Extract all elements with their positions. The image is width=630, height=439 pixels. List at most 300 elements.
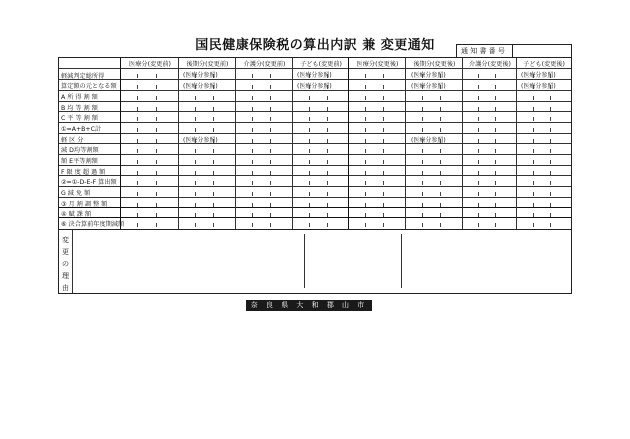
digit-separator-mark <box>365 149 366 153</box>
digit-separator-mark <box>327 117 328 121</box>
digit-separator-mark <box>365 181 366 185</box>
digit-separator-mark <box>195 192 196 196</box>
table-rule <box>59 111 571 112</box>
table-rule <box>59 143 571 144</box>
digit-separator-mark <box>327 139 328 143</box>
digit-separator-mark <box>495 203 496 207</box>
digit-separator-mark <box>365 128 366 132</box>
digit-separator-mark <box>252 85 253 89</box>
digit-separator-mark <box>309 128 310 132</box>
digit-separator-mark <box>383 160 384 164</box>
digit-separator-mark <box>156 107 157 111</box>
reference-note: (医療分参照) <box>297 83 332 90</box>
digit-separator-mark <box>533 96 534 100</box>
digit-separator-mark <box>270 171 271 175</box>
digit-separator-mark <box>195 203 196 207</box>
digit-separator-mark <box>309 171 310 175</box>
digit-separator-mark <box>495 96 496 100</box>
digit-separator-mark <box>327 171 328 175</box>
row-label: 算定額の元となる額 <box>61 83 117 90</box>
digit-separator-mark <box>327 160 328 164</box>
digit-separator-mark <box>137 213 138 217</box>
digit-separator-mark <box>440 107 441 111</box>
digit-separator-mark <box>195 117 196 121</box>
digit-separator-mark <box>383 74 384 78</box>
digit-separator-mark <box>533 171 534 175</box>
digit-separator-mark <box>365 171 366 175</box>
digit-separator-mark <box>327 128 328 132</box>
col-header-care-after: 介護分(変更後) <box>469 61 511 68</box>
digit-separator-mark <box>495 139 496 143</box>
digit-separator-mark <box>270 128 271 132</box>
digit-separator-mark <box>533 203 534 207</box>
digit-separator-mark <box>270 139 271 143</box>
digit-separator-mark <box>383 139 384 143</box>
digit-separator-mark <box>156 96 157 100</box>
row-label: 減 D均等割額 <box>61 147 99 154</box>
digit-separator-mark <box>478 203 479 207</box>
digit-separator-mark <box>550 203 551 207</box>
digit-separator-mark <box>252 149 253 153</box>
digit-separator-mark <box>156 139 157 143</box>
table-col-rule <box>516 58 517 229</box>
digit-separator-mark <box>213 203 214 207</box>
table-rule <box>59 217 571 218</box>
digit-separator-mark <box>533 192 534 196</box>
digit-separator-mark <box>383 96 384 100</box>
change-reason-section <box>58 230 572 294</box>
digit-separator-mark <box>213 74 214 78</box>
digit-separator-mark <box>195 96 196 100</box>
digit-separator-mark <box>383 149 384 153</box>
digit-separator-mark <box>213 223 214 227</box>
digit-separator-mark <box>440 117 441 121</box>
digit-separator-mark <box>365 160 366 164</box>
digit-separator-mark <box>422 213 423 217</box>
digit-separator-mark <box>440 160 441 164</box>
document-title: 国民健康保険税の算出内訳 兼 変更通知 <box>195 38 435 53</box>
col-header-child-after: 子ども(変更後) <box>523 61 565 68</box>
digit-separator-mark <box>440 74 441 78</box>
digit-separator-mark <box>252 160 253 164</box>
digit-separator-mark <box>440 192 441 196</box>
digit-separator-mark <box>137 139 138 143</box>
digit-separator-mark <box>270 223 271 227</box>
digit-separator-mark <box>383 181 384 185</box>
digit-separator-mark <box>137 96 138 100</box>
digit-separator-mark <box>309 181 310 185</box>
digit-separator-mark <box>478 117 479 121</box>
digit-separator-mark <box>550 107 551 111</box>
digit-separator-mark <box>550 192 551 196</box>
digit-separator-mark <box>495 192 496 196</box>
digit-separator-mark <box>383 223 384 227</box>
digit-separator-mark <box>327 213 328 217</box>
digit-separator-mark <box>309 107 310 111</box>
digit-separator-mark <box>478 107 479 111</box>
digit-separator-mark <box>478 96 479 100</box>
digit-separator-mark <box>213 192 214 196</box>
digit-separator-mark <box>252 139 253 143</box>
digit-separator-mark <box>156 213 157 217</box>
digit-separator-mark <box>440 139 441 143</box>
digit-separator-mark <box>137 223 138 227</box>
reference-note: (医療分参照) <box>297 72 332 79</box>
digit-separator-mark <box>440 181 441 185</box>
digit-separator-mark <box>195 74 196 78</box>
row-label: 額 E平等割額 <box>61 158 98 165</box>
digit-separator-mark <box>533 74 534 78</box>
digit-separator-mark <box>252 192 253 196</box>
digit-separator-mark <box>422 96 423 100</box>
digit-separator-mark <box>550 149 551 153</box>
reference-note: (医療分参照) <box>411 137 446 144</box>
digit-separator-mark <box>270 117 271 121</box>
digit-separator-mark <box>137 160 138 164</box>
digit-separator-mark <box>365 74 366 78</box>
digit-separator-mark <box>422 203 423 207</box>
digit-separator-mark <box>213 171 214 175</box>
row-label: F 限 度 超 過 額 <box>61 169 106 176</box>
reference-note: (医療分参照) <box>183 83 218 90</box>
digit-separator-mark <box>327 149 328 153</box>
digit-separator-mark <box>478 181 479 185</box>
col-header-medical-before: 医療分(変更前) <box>129 61 171 68</box>
digit-separator-mark <box>309 223 310 227</box>
digit-separator-mark <box>440 149 441 153</box>
digit-separator-mark <box>213 139 214 143</box>
col-header-elderly-before: 後期分(変更前) <box>186 61 229 68</box>
digit-separator-mark <box>270 203 271 207</box>
digit-separator-mark <box>550 223 551 227</box>
digit-separator-mark <box>440 128 441 132</box>
digit-separator-mark <box>195 213 196 217</box>
digit-separator-mark <box>309 149 310 153</box>
change-reason-box <box>304 234 402 288</box>
table-rule <box>59 197 571 198</box>
digit-separator-mark <box>327 96 328 100</box>
digit-separator-mark <box>383 128 384 132</box>
table-rule <box>59 154 571 155</box>
tax-breakdown-table <box>58 57 572 230</box>
digit-separator-mark <box>327 203 328 207</box>
digit-separator-mark <box>422 117 423 121</box>
digit-separator-mark <box>156 192 157 196</box>
digit-separator-mark <box>137 192 138 196</box>
digit-separator-mark <box>383 107 384 111</box>
digit-separator-mark <box>327 181 328 185</box>
digit-separator-mark <box>156 85 157 89</box>
digit-separator-mark <box>309 85 310 89</box>
digit-separator-mark <box>440 85 441 89</box>
row-label: ④ 賦 課 額 <box>61 211 92 218</box>
col-header-care-before: 介護分(変更前) <box>243 61 286 68</box>
row-label: C 平 等 割 額 <box>61 115 98 122</box>
digit-separator-mark <box>478 74 479 78</box>
digit-separator-mark <box>383 171 384 175</box>
digit-separator-mark <box>270 107 271 111</box>
digit-separator-mark <box>422 74 423 78</box>
table-rule <box>59 175 571 176</box>
digit-separator-mark <box>422 192 423 196</box>
row-label: ③ 月 割 調 整 額 <box>61 201 108 208</box>
table-col-rule <box>292 58 293 229</box>
row-label: A 所 得 割 額 <box>61 94 98 101</box>
digit-separator-mark <box>270 160 271 164</box>
digit-separator-mark <box>478 139 479 143</box>
digit-separator-mark <box>156 74 157 78</box>
reference-note: (医療分参照) <box>521 83 556 90</box>
digit-separator-mark <box>533 149 534 153</box>
digit-separator-mark <box>137 107 138 111</box>
digit-separator-mark <box>309 139 310 143</box>
digit-separator-mark <box>478 213 479 217</box>
notice-number-box <box>456 44 572 58</box>
digit-separator-mark <box>495 213 496 217</box>
table-col-rule <box>462 58 463 229</box>
digit-separator-mark <box>309 117 310 121</box>
reference-note: (医療分参照) <box>411 83 446 90</box>
digit-separator-mark <box>550 171 551 175</box>
digit-separator-mark <box>365 139 366 143</box>
digit-separator-mark <box>422 149 423 153</box>
digit-separator-mark <box>195 85 196 89</box>
table-rule <box>59 68 571 69</box>
table-rule <box>59 186 571 187</box>
digit-separator-mark <box>440 223 441 227</box>
digit-separator-mark <box>252 213 253 217</box>
digit-separator-mark <box>309 160 310 164</box>
digit-separator-mark <box>383 213 384 217</box>
digit-separator-mark <box>213 85 214 89</box>
row-label: 軽減判定総所得 <box>61 73 105 80</box>
row-label: G 減 免 額 <box>61 190 91 197</box>
digit-separator-mark <box>365 223 366 227</box>
digit-separator-mark <box>137 74 138 78</box>
digit-separator-mark <box>213 149 214 153</box>
reference-note: (医療分参照) <box>411 72 446 79</box>
digit-separator-mark <box>156 160 157 164</box>
digit-separator-mark <box>440 96 441 100</box>
digit-separator-mark <box>478 85 479 89</box>
digit-separator-mark <box>550 181 551 185</box>
digit-separator-mark <box>137 181 138 185</box>
digit-separator-mark <box>550 96 551 100</box>
digit-separator-mark <box>156 128 157 132</box>
digit-separator-mark <box>383 117 384 121</box>
digit-separator-mark <box>195 160 196 164</box>
table-rule <box>59 90 571 91</box>
digit-separator-mark <box>137 85 138 89</box>
digit-separator-mark <box>252 107 253 111</box>
digit-separator-mark <box>533 213 534 217</box>
digit-separator-mark <box>327 223 328 227</box>
digit-separator-mark <box>478 128 479 132</box>
row-label: ⑥ 決合算前年度期減額 <box>61 221 125 228</box>
digit-separator-mark <box>270 181 271 185</box>
digit-separator-mark <box>440 213 441 217</box>
digit-separator-mark <box>478 171 479 175</box>
digit-separator-mark <box>383 192 384 196</box>
digit-separator-mark <box>309 192 310 196</box>
reference-note: (医療分参照) <box>183 72 218 79</box>
digit-separator-mark <box>533 117 534 121</box>
col-header-elderly-after: 後期分(変更後) <box>413 61 456 68</box>
row-label: ②=①-D-E-F 算出額 <box>61 179 117 186</box>
digit-separator-mark <box>327 107 328 111</box>
digit-separator-mark <box>213 213 214 217</box>
digit-separator-mark <box>252 203 253 207</box>
table-rule <box>59 133 571 134</box>
digit-separator-mark <box>252 96 253 100</box>
digit-separator-mark <box>550 160 551 164</box>
digit-separator-mark <box>195 181 196 185</box>
notice-number-field <box>512 45 571 57</box>
digit-separator-mark <box>440 171 441 175</box>
digit-separator-mark <box>533 181 534 185</box>
digit-separator-mark <box>495 149 496 153</box>
table-col-rule <box>348 58 349 229</box>
digit-separator-mark <box>270 74 271 78</box>
digit-separator-mark <box>495 85 496 89</box>
digit-separator-mark <box>550 139 551 143</box>
reference-note: (医療分参照) <box>521 72 556 79</box>
digit-separator-mark <box>365 85 366 89</box>
notice-number-label: 通 知 書 番 号 <box>461 47 505 55</box>
digit-separator-mark <box>440 203 441 207</box>
digit-separator-mark <box>365 213 366 217</box>
digit-separator-mark <box>327 192 328 196</box>
digit-separator-mark <box>550 128 551 132</box>
table-col-rule <box>120 58 121 229</box>
digit-separator-mark <box>327 85 328 89</box>
digit-separator-mark <box>365 192 366 196</box>
digit-separator-mark <box>195 171 196 175</box>
digit-separator-mark <box>137 149 138 153</box>
table-rule <box>59 79 571 80</box>
col-header-child-before: 子ども(変更前) <box>300 61 342 68</box>
digit-separator-mark <box>495 171 496 175</box>
digit-separator-mark <box>533 128 534 132</box>
digit-separator-mark <box>309 203 310 207</box>
digit-separator-mark <box>478 149 479 153</box>
digit-separator-mark <box>213 96 214 100</box>
digit-separator-mark <box>550 85 551 89</box>
digit-separator-mark <box>309 96 310 100</box>
table-col-rule <box>405 58 406 229</box>
row-label: 軽 区 分 <box>61 137 84 144</box>
digit-separator-mark <box>495 181 496 185</box>
digit-separator-mark <box>422 160 423 164</box>
digit-separator-mark <box>213 107 214 111</box>
digit-separator-mark <box>270 192 271 196</box>
digit-separator-mark <box>137 171 138 175</box>
digit-separator-mark <box>195 139 196 143</box>
digit-separator-mark <box>252 74 253 78</box>
digit-separator-mark <box>422 139 423 143</box>
digit-separator-mark <box>495 160 496 164</box>
digit-separator-mark <box>422 223 423 227</box>
digit-separator-mark <box>195 149 196 153</box>
table-rule <box>59 207 571 208</box>
digit-separator-mark <box>383 203 384 207</box>
row-label: B 均 等 割 額 <box>61 105 98 112</box>
digit-separator-mark <box>478 160 479 164</box>
digit-separator-mark <box>365 96 366 100</box>
digit-separator-mark <box>252 181 253 185</box>
digit-separator-mark <box>156 203 157 207</box>
digit-separator-mark <box>195 128 196 132</box>
digit-separator-mark <box>270 96 271 100</box>
digit-separator-mark <box>422 107 423 111</box>
digit-separator-mark <box>533 223 534 227</box>
digit-separator-mark <box>252 223 253 227</box>
digit-separator-mark <box>156 181 157 185</box>
digit-separator-mark <box>309 213 310 217</box>
digit-separator-mark <box>495 107 496 111</box>
digit-separator-mark <box>137 203 138 207</box>
digit-separator-mark <box>550 74 551 78</box>
digit-separator-mark <box>156 223 157 227</box>
col-header-medical-after: 医療分(変更後) <box>356 61 399 68</box>
digit-separator-mark <box>422 85 423 89</box>
digit-separator-mark <box>533 139 534 143</box>
digit-separator-mark <box>213 181 214 185</box>
table-rule <box>59 101 571 102</box>
digit-separator-mark <box>533 85 534 89</box>
digit-separator-mark <box>495 74 496 78</box>
digit-separator-mark <box>495 223 496 227</box>
digit-separator-mark <box>195 107 196 111</box>
digit-separator-mark <box>422 128 423 132</box>
digit-separator-mark <box>195 223 196 227</box>
digit-separator-mark <box>137 128 138 132</box>
digit-separator-mark <box>252 117 253 121</box>
digit-separator-mark <box>478 223 479 227</box>
digit-separator-mark <box>422 171 423 175</box>
digit-separator-mark <box>365 203 366 207</box>
change-reason-label: 変 更 の 理 由 <box>59 230 73 293</box>
digit-separator-mark <box>309 74 310 78</box>
digit-separator-mark <box>365 107 366 111</box>
digit-separator-mark <box>137 117 138 121</box>
digit-separator-mark <box>478 192 479 196</box>
digit-separator-mark <box>156 117 157 121</box>
digit-separator-mark <box>270 85 271 89</box>
digit-separator-mark <box>422 181 423 185</box>
table-col-rule <box>178 58 179 229</box>
digit-separator-mark <box>213 160 214 164</box>
digit-separator-mark <box>252 171 253 175</box>
digit-separator-mark <box>533 107 534 111</box>
table-rule <box>59 122 571 123</box>
digit-separator-mark <box>270 149 271 153</box>
digit-separator-mark <box>550 213 551 217</box>
digit-separator-mark <box>533 160 534 164</box>
digit-separator-mark <box>213 117 214 121</box>
table-rule <box>59 165 571 166</box>
table-col-rule <box>235 58 236 229</box>
row-label: ①=A+B+C計 <box>61 126 102 133</box>
digit-separator-mark <box>495 117 496 121</box>
reference-note: (医療分参照) <box>183 137 218 144</box>
digit-separator-mark <box>270 213 271 217</box>
digit-separator-mark <box>383 85 384 89</box>
digit-separator-mark <box>213 128 214 132</box>
digit-separator-mark <box>365 117 366 121</box>
issuer-footer: 奈 良 県 大 和 郡 山 市 <box>246 300 372 311</box>
digit-separator-mark <box>550 117 551 121</box>
